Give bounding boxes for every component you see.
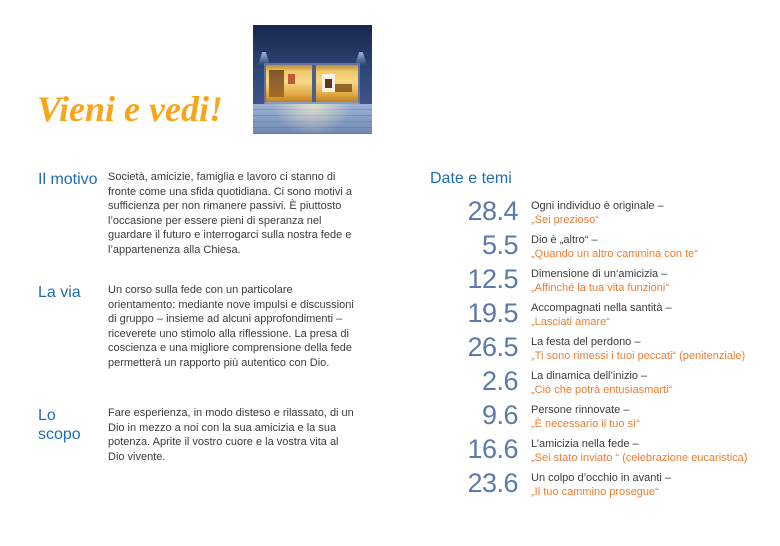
schedule-entry [430, 366, 762, 403]
entry-topic: La festa del perdono – [531, 336, 641, 348]
section-body: Fare esperienza, in modo disteso e rilassato, di un Dio in mezzo a noi con la sua amicizia e la sua potenza. Aprite il vostro cuore e la vostra vita al Dio vivente. [108, 407, 354, 463]
entry-subtitle: „Il tuo cammino prosegue“ [531, 485, 659, 498]
photo-decor [288, 74, 295, 84]
photo-fireplace [322, 74, 335, 92]
entry-date: 26.5 [467, 332, 518, 362]
schedule-entry [430, 468, 762, 505]
entry-topic: L’amicizia nella fede – [531, 438, 639, 450]
schedule-entry [430, 230, 762, 267]
schedule-entry [430, 196, 762, 233]
entry-date: 28.4 [467, 196, 518, 226]
schedule-entry [430, 298, 762, 335]
page-title: Vieni e vedi! [37, 89, 223, 129]
entry-topic: Un colpo d’occhio in avanti – [531, 472, 672, 484]
schedule-entry [430, 264, 762, 301]
photo-bench [335, 84, 352, 92]
entry-date: 9.6 [481, 400, 518, 430]
schedule-entry [430, 332, 762, 369]
entry-text [531, 437, 757, 465]
schedule [430, 170, 762, 505]
entry-subtitle: „Affinché la tua vita funzioni“ [531, 281, 669, 294]
section-heading: Il motivo [38, 171, 98, 188]
entry-subtitle: „Ciò che potrà entusiasmarti“ [531, 383, 673, 396]
schedule-entry [430, 400, 762, 437]
schedule-entry [430, 434, 762, 471]
photo-light-glow [273, 104, 352, 134]
entry-text [531, 403, 757, 431]
entry-text [531, 335, 757, 363]
entry-text [531, 369, 757, 397]
section-heading: La via [38, 284, 81, 301]
entry-date: 19.5 [467, 298, 518, 328]
photo-terrace [253, 104, 372, 134]
entry-topic: La dinamica dell’inizio – [531, 370, 648, 382]
entry-date: 5.5 [481, 230, 518, 260]
schedule-heading: Date e temi [430, 170, 512, 187]
entry-subtitle: „Quando un altro cammina con te“ [531, 247, 698, 260]
entry-subtitle: „Ti sono rimessi i tuoi peccati“ (penitenziale) [531, 349, 746, 362]
photo-shelf [269, 70, 284, 97]
section-lo-scopo [38, 406, 360, 464]
entry-date: 23.6 [467, 468, 518, 498]
entry-date: 12.5 [467, 264, 518, 294]
entry-text [531, 301, 757, 329]
photo-door-frame [312, 65, 316, 102]
section-il-motivo [38, 170, 360, 258]
entry-subtitle: „Sei stato inviato “ (celebrazione eucaristica) [531, 451, 748, 464]
entry-topic: Dimensione di un‘amicizia – [531, 268, 668, 280]
section-heading: Lo scopo [38, 407, 81, 443]
house-photo [253, 25, 372, 134]
entry-text [531, 233, 757, 261]
entry-topic: Ogni individuo è originale – [531, 200, 664, 212]
entry-text [531, 471, 757, 499]
entry-topic: Persone rinnovate – [531, 404, 630, 416]
entry-subtitle: „È necessario il tuo sì“ [531, 417, 640, 430]
entry-topic: Accompagnati nella santità – [531, 302, 672, 314]
entry-text [531, 267, 757, 295]
entry-date: 16.6 [467, 434, 518, 464]
section-body: Società, amicizie, famiglia e lavoro ci stanno di fronte come una sfida quotidiana. Ci sono motivi a sufficienza per non rimanere passivi. È piuttosto l’occasione per essere pieni di speranza nel guardare il futuro e interrogarci sulla nostra fede e l’appartenenza alla Chiesa. [108, 171, 352, 256]
section-body: Un corso sulla fede con un particolare orientamento: mediante nove impulsi e discussioni di gruppo – insieme ad alcuni approfondimenti – riceverete uno stimolo alla riflessione. La presa di coscienza e una migliore comprensione della fede permetterà un rapporto più autentico con Dio. [108, 284, 354, 369]
entry-text [531, 199, 757, 227]
section-la-via [38, 283, 360, 371]
entry-date: 2.6 [481, 366, 518, 396]
entry-subtitle: „Lasciati amare“ [531, 315, 610, 328]
entry-topic: Dio è „altro“ – [531, 234, 598, 246]
entry-subtitle: „Sei prezioso“ [531, 213, 599, 226]
photo-glass-door [264, 63, 360, 104]
